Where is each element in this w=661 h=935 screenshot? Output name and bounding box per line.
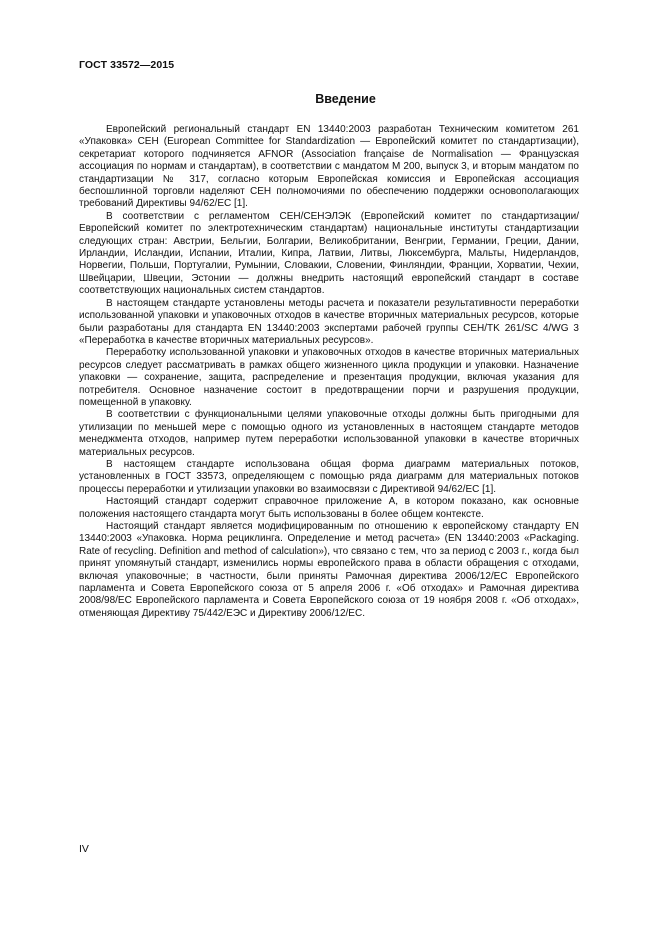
paragraph: Европейский региональный стандарт EN 13440:2003 разработан Техническим комитетом 261 «Упаковка» CEH (European Committee for Standardization — Европейский комитет по стандартизации), секретариат которого подчиняется AFNOR (Association française de Normalisation — Французская ассоциация по нормам и стандартам), в соответствии с мандатом М 200, выпуск 3, и вторым мандатом по стандартизации № 317, согласно которым Европейская комиссия и Европейская ассоциация беспошлинной торговли наделяют CEH полномочиями по обеспечению поддержки основополагающих требований Директивы 94/62/EC [1]. — [79, 124, 579, 210]
body-text — [79, 124, 579, 620]
paragraph: Настоящий стандарт является модифицированным по отношению к европейскому стандарту EN 13440:2003 «Упаковка. Норма рециклинга. Определение и метод расчета» (EN 13440:2003 «Packaging. Rate of recycling. Definition and method of calculation»), что связано с тем, что за период с 2003 г., когда был принят упомянутый стандарт, изменились нормы европейского права в области обращения с отходами, включая упаковочные; в частности, были приняты Рамочная директива 2006/12/EC Европейского парламента и Совета Европейского союза от 5 апреля 2006 г. «Об отходах» и Рамочная директива 2008/98/EC Европейского парламента и Совета Европейского союза от 19 ноября 2008 г. «Об отходах», отменяющая Директиву 75/442/ЕЭС и Директиву 2006/12/EC. — [79, 521, 579, 619]
paragraph: Настоящий стандарт содержит справочное приложение А, в котором показано, как основные положения настоящего стандарта могут быть использованы в более общем контексте. — [79, 496, 579, 520]
paragraph: Переработку использованной упаковки и упаковочных отходов в качестве вторичных материальных ресурсов следует рассматривать в рамках общего жизненного цикла продукции и упаковки. Назначение упаковки — сохранение, защита, распределение и презентация продукции, включая указания для потребителя. Основное назначение состоит в предотвращении порчи и разрушения продукции, помещенной в упаковку. — [79, 347, 579, 408]
paragraph: В настоящем стандарте установлены методы расчета и показатели результативности переработки использованной упаковки и упаковочных отходов в качестве вторичных материальных ресурсов, которые были разработаны для стандарта EN 13440:2003 экспертами рабочей группы CEH/TK 261/SC 4/WG 3 «Переработка в качестве вторичных материальных ресурсов». — [79, 297, 579, 346]
standard-designation: ГОСТ 33572—2015 — [79, 59, 175, 71]
section-title: Введение — [315, 92, 376, 106]
paragraph: В соответствии с функциональными целями упаковочные отходы должны быть пригодными для утилизации по меньшей мере с помощью одного из установленных в настоящем стандарте методов менеджмента отходов, например путем переработки использованной упаковки в качестве вторичных материальных ресурсов. — [79, 409, 579, 458]
page-number: IV — [79, 843, 89, 855]
paragraph: В соответствии с регламентом CEH/СЕНЭЛЭК (Европейский комитет по стандартизации/Европейский комитет по электротехническим стандартам) национальные институты стандартизации следующих стран: Австрии, Бельгии, Болгарии, Великобритании, Венгрии, Германии, Греции, Дании, Ирландии, Исландии, Испании, Италии, Кипра, Латвии, Литвы, Люксембурга, Мальты, Нидерландов, Норвегии, Польши, Португалии, Румынии, Словакии, Словении, Финляндии, Франции, Хорватии, Чехии, Швейцарии, Швеции, Эстонии — должны внедрить настоящий европейский стандарт в составе соответствующих национальных систем стандартов. — [79, 210, 579, 297]
paragraph: В настоящем стандарте использована общая форма диаграмм материальных потоков, установленных в ГОСТ 33573, определяющем с помощью ряда диаграмм для материальных потоков процессы переработки и утилизации упаковки во взаимосвязи с Директивой 94/62/EC [1]. — [79, 458, 579, 495]
